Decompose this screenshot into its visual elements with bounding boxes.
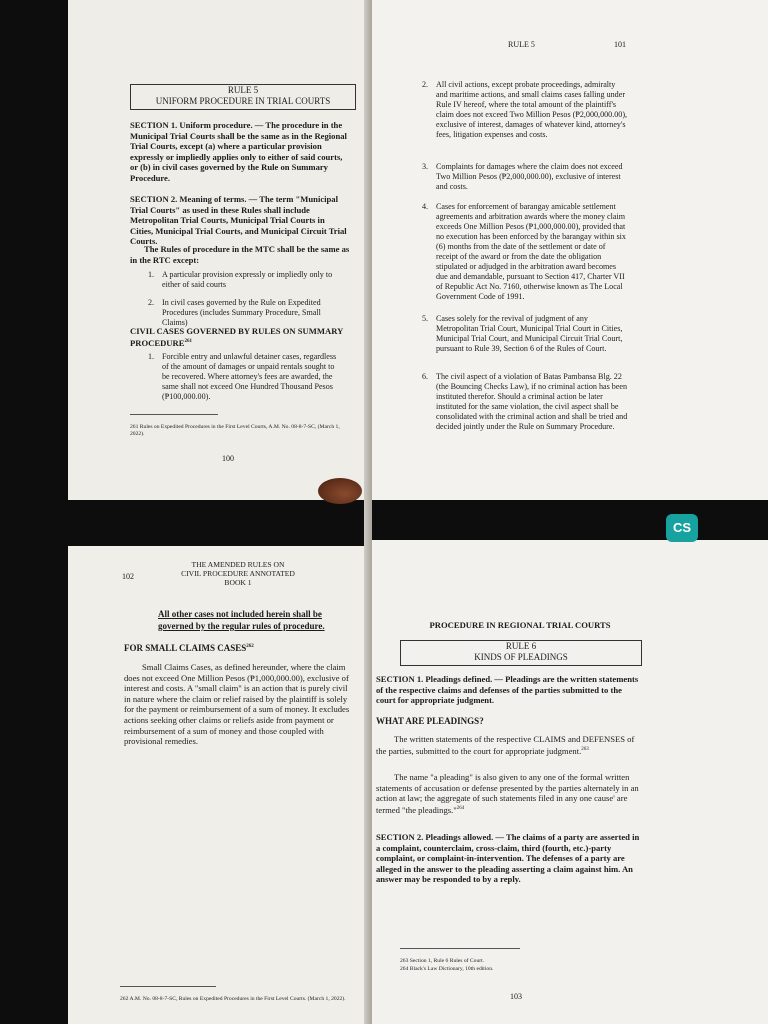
footnote-text: 264 Black's Law Dictionary, 10th edition. — [400, 966, 494, 972]
civil-cases-heading — [130, 326, 350, 348]
footnote-divider — [400, 948, 520, 949]
rule-subtitle: UNIFORM PROCEDURE IN TRIAL COURTS — [155, 96, 331, 106]
book-title-line-3: BOOK 1 — [224, 578, 252, 587]
section-1-text: SECTION 1. Pleadings defined. — Pleadings are the written statements of the respective claims and defenses of the parties submitted to the court for appropriate judgment. — [376, 674, 639, 706]
what-are-pleadings-heading: WHAT ARE PLEADINGS? — [376, 716, 484, 726]
camscanner-badge-icon[interactable]: CS — [666, 514, 698, 542]
page-number: 102 — [122, 572, 134, 581]
section-2-text: SECTION 2. Pleadings allowed. — The claims of a party are asserted in a complaint, counterclaim, cross-claim, third (fourth, etc.)-party complaint, or complaint-in-intervention. The defenses of a party are alleged in the answer to the pleading asserting a claim against him. An answer may be responded to by a reply. — [376, 832, 640, 885]
list-item-number: 5. — [422, 314, 429, 323]
list-item: The civil aspect of a violation of Batas Pambansa Blg. 22 (the Bouncing Checks Law), if no criminal action has been instituted therefor. Should a criminal action be later instituted for the same violation, the civil aspect shall be consolidated with the criminal action and shall be tried and decided jointly under the Rule on Summary Procedure. — [436, 372, 628, 431]
footnote-ref: 261 — [184, 338, 192, 344]
list-item: In civil cases governed by the Rule on Expedited Procedures (includes Summary Procedure, Small Claims) — [162, 298, 321, 327]
page-number: 103 — [510, 992, 522, 1001]
list-item-number: 1. — [148, 270, 155, 279]
civil-cases-heading-text: CIVIL CASES GOVERNED BY RULES ON SUMMARY PROCEDURE — [130, 326, 343, 348]
list-item: Cases solely for the revival of judgment of any Metropolitan Trial Court, Municipal Trial Court in Cities, Municipal Trial Court, and Municipal Circuit Trial Court, pursuant to Rule 39, Section 6 of the Rules of Court. — [436, 314, 623, 353]
small-claims-text: Small Claims Cases, as defined hereunder, where the claim does not exceed One Million Pesos (₱1,000,000.00), exclusive of interest and costs. A "small claim" is an action that is purely civil in nature where the claim or relief raised by the plaintiff is solely for the payment or reimbursement of a sum of money. It excludes actions seeking other claims or reliefs aside from payment or reimbursement of a sum of money and those coupled with provisional remedies. — [124, 662, 350, 747]
footnote-text: 263 Section 1, Rule 6 Rules of Court. — [400, 958, 485, 964]
footnote-ref: 264 — [456, 805, 465, 811]
rule-title: RULE 5 — [227, 85, 259, 95]
list-item-number: 6. — [422, 372, 429, 381]
footnote-divider — [130, 414, 218, 415]
procedure-heading: PROCEDURE IN REGIONAL TRIAL COURTS — [429, 620, 611, 630]
list-item: Complaints for damages where the claim does not exceed Two Million Pesos (₱2,000,000.00), exclusive of interest and costs. — [436, 162, 623, 191]
background — [0, 500, 768, 544]
what-are-pleadings-text — [376, 734, 640, 756]
pleading-name-body: The name "a pleading" is also given to any one of the formal written statements of accusation or defense presented by the parties alternately in an action at law; the aggregate of such statements filed in any one cause' are termed "the pleadings." — [376, 772, 639, 815]
footnote-text: 262 A.M. No. 08-8-7-SC, Rules on Expedited Procedures in the First Level Courts. (March 1, 2022). — [120, 996, 346, 1002]
book-title-line-2: CIVIL PROCEDURE ANNOTATED — [181, 569, 295, 578]
list-item-number: 2. — [422, 80, 429, 89]
rule-5-title-box — [130, 84, 356, 110]
footnote-divider — [120, 986, 216, 987]
small-claims-heading — [124, 642, 354, 654]
page-103 — [372, 540, 768, 1024]
pleading-name-text — [376, 772, 640, 815]
list-item-number: 3. — [422, 162, 429, 171]
list-item: All civil actions, except probate proceedings, admiralty and maritime actions, and small claims cases falling under Rule IV hereof, where the total amount of the plaintiff's claim does not exceed Two Million Pesos (₱2,000,000.00), exclusive of interest, damages of whatever kind, attorney's fees, litigation expenses and costs. — [436, 80, 628, 139]
other-cases-text: All other cases not included herein shall be governed by the regular rules of procedure. — [158, 609, 325, 631]
small-claims-heading-text: FOR SMALL CLAIMS CASES — [124, 643, 247, 653]
page-101 — [372, 0, 768, 500]
section-2-text: SECTION 2. Meaning of terms. — The term "Municipal Trial Courts" as used in these Rules shall include Metropolitan Trial Courts, Municipal Trial Courts in Cities, Municipal Trial Courts, and Municipal Circuit Trial Courts. — [130, 194, 347, 247]
footnote-ref: 262 — [246, 644, 254, 649]
rule-title: RULE 6 — [505, 641, 537, 651]
list-item: Cases for enforcement of barangay amicable settlement agreements and arbitration awards where the money claim exceeds One Million Pesos (₱1,000,000.00), provided that no execution has been enforced by the barangay within six (6) months from the date of the settlement or date of receipt of the award or from the date the obligation stipulated or adjudged in the arbitration award becomes due and demandable, pursuant to Section 417, Charter VII of Republic Act No. 7160, otherwise known as The Local Government Code of 1991. — [436, 202, 626, 301]
book-title-line-1: THE AMENDED RULES ON — [191, 560, 285, 569]
list-item-number: 2. — [148, 298, 155, 307]
page-100 — [68, 0, 364, 500]
footnote-text: 261 Rules on Expedited Procedures in the First Level Courts, A.M. No. 08-8-7-SC, (March 1, 2022). — [130, 424, 340, 437]
page-number: 100 — [222, 454, 234, 463]
rule-6-title-box — [400, 640, 642, 666]
list-item: Forcible entry and unlawful detainer cases, regardless of the amount of damages or unpaid rentals sought to be recovered. Where attorney's fees are awarded, the same shall not exceed One Hundred Thousand Pesos (₱100,000.00). — [162, 352, 337, 401]
book-spine-shadow — [364, 0, 372, 1024]
mtc-rules-text: The Rules of procedure in the MTC shall be the same as in the RTC except: — [130, 244, 350, 265]
footnote-ref: 263 — [581, 746, 589, 752]
page-102 — [68, 546, 364, 1024]
thumb-in-frame — [318, 478, 362, 504]
running-header: RULE 5 — [508, 40, 535, 49]
page-number: 101 — [614, 40, 626, 49]
rule-subtitle: KINDS OF PLEADINGS — [474, 652, 568, 662]
list-item-number: 4. — [422, 202, 429, 211]
list-item: A particular provision expressly or impliedly only to either of said courts — [162, 270, 333, 289]
list-item-number: 1. — [148, 352, 155, 361]
what-are-pleadings-body: The written statements of the respective CLAIMS and DEFENSES of the parties, submitted to the court for appropriate judgment. — [376, 734, 635, 756]
section-1-text: SECTION 1. Uniform procedure. — The procedure in the Municipal Trial Courts shall be the same as in the Regional Trial Courts, except (a) where a particular provision expressly or impliedly applies only to either of said courts, or (b) in civil cases governed by the Rule on Summary Procedure. — [130, 120, 347, 183]
